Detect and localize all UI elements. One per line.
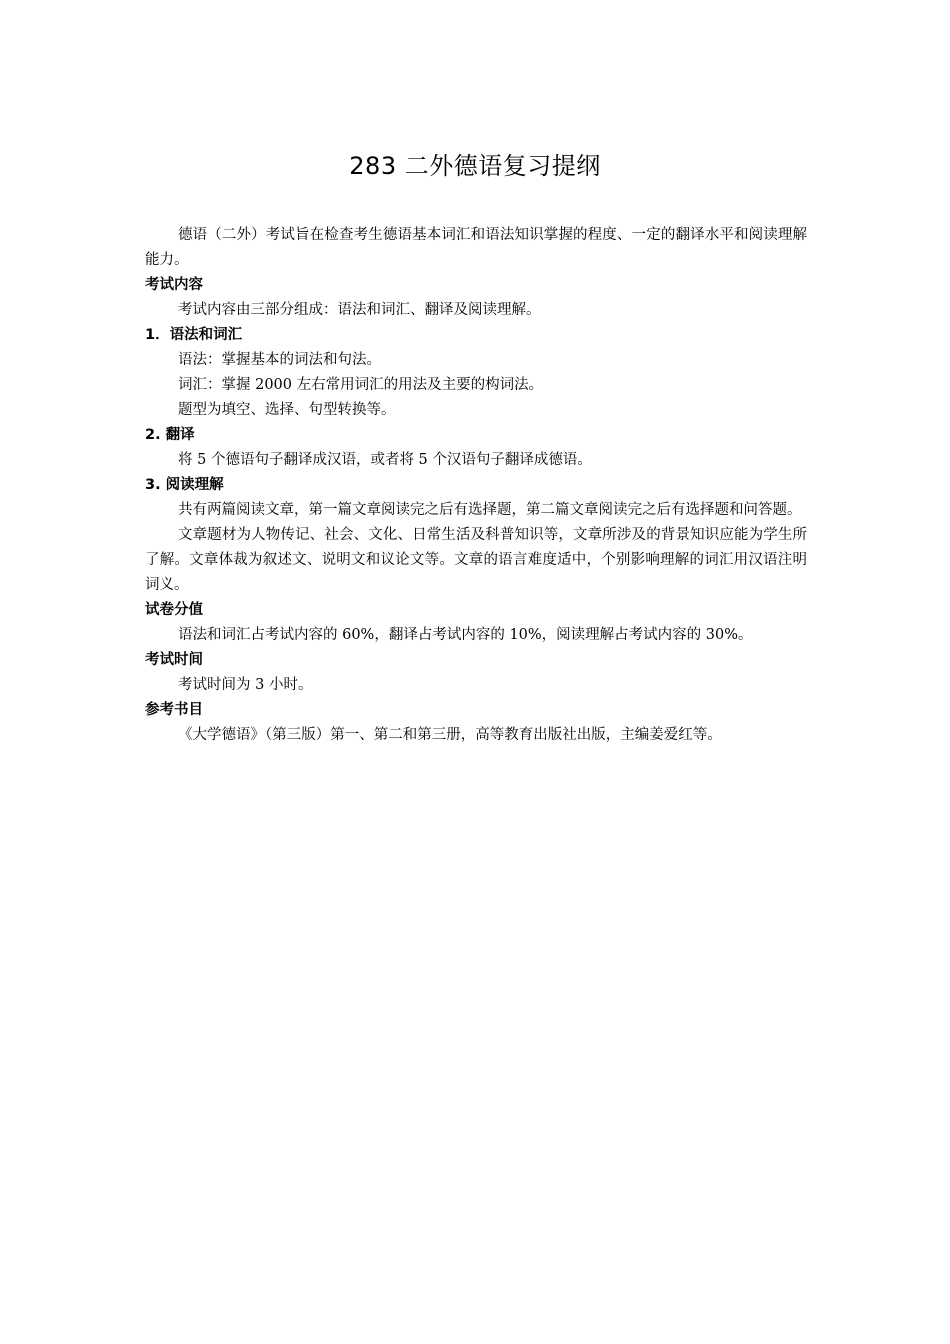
section-heading-exam-time: 考试时间 [145, 652, 203, 668]
grammar-line: 语法：掌握基本的词法和句法。 [178, 352, 381, 368]
exam-content-text: 考试内容由三部分组成：语法和词汇、翻译及阅读理解。 [178, 302, 541, 318]
exam-time-text: 考试时间为 3 小时。 [178, 677, 313, 693]
section-heading-reading: 3. 阅读理解 [145, 477, 224, 493]
section-heading-references: 参考书目 [145, 702, 203, 718]
reading-paragraph: 共有两篇阅读文章，第一篇文章阅读完之后有选择题，第二篇文章阅读完之后有选择题和问答题。 [178, 502, 802, 518]
section-heading-exam-content: 考试内容 [145, 277, 203, 293]
question-types-line: 题型为填空、选择、句型转换等。 [178, 402, 396, 418]
document-body [145, 223, 807, 748]
intro-paragraph: 德语（二外）考试旨在检查考生德语基本词汇和语法知识掌握的程度、一定的翻译水平和阅读理解能力。 [145, 227, 807, 268]
translation-text: 将 5 个德语句子翻译成汉语，或者将 5 个汉语句子翻译成德语。 [178, 452, 592, 468]
page-title: 283 二外德语复习提纲 [349, 152, 601, 181]
section-heading-grammar-vocabulary: 1．语法和词汇 [145, 327, 243, 343]
section-heading-scores: 试卷分值 [145, 602, 203, 618]
reading-paragraph: 文章题材为人物传记、社会、文化、日常生活及科普知识等，文章所涉及的背景知识应能为学生所了解。文章体裁为叙述文、说明文和议论文等。文章的语言难度适中，个别影响理解的词汇用汉语注明词义。 [145, 527, 807, 593]
section-heading-translation: 2. 翻译 [145, 427, 195, 443]
scores-text: 语法和词汇占考试内容的 60%，翻译占考试内容的 10%，阅读理解占考试内容的 30%。 [178, 627, 753, 643]
references-text: 《大学德语》（第三版）第一、第二和第三册，高等教育出版社出版，主编姜爱红等。 [178, 727, 722, 743]
vocabulary-line: 词汇：掌握 2000 左右常用词汇的用法及主要的构词法。 [178, 377, 544, 393]
